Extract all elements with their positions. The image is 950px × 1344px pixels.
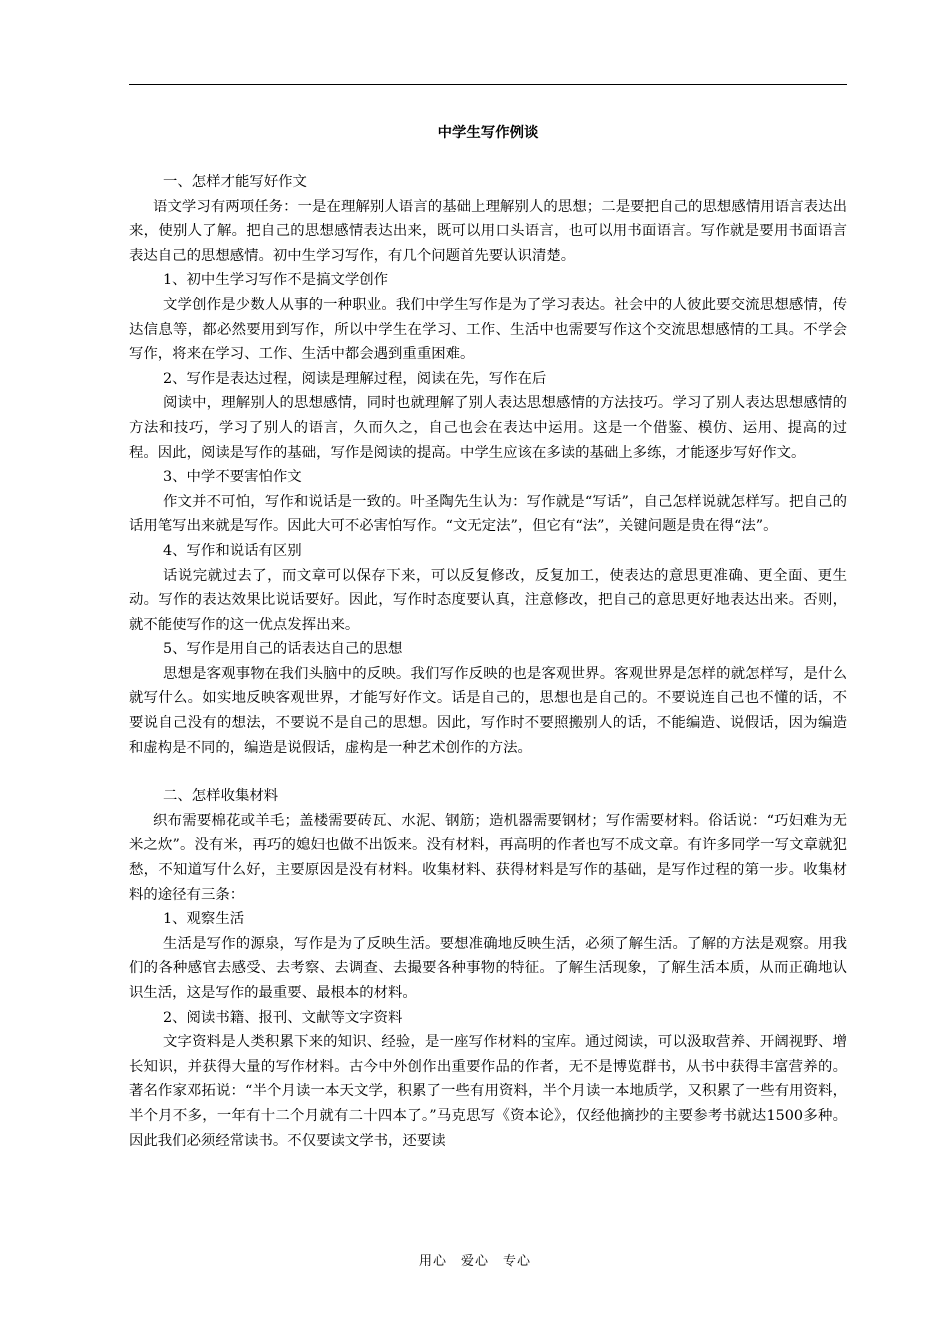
subsection-heading: 2、阅读书籍、报刊、文献等文字资料 [163, 1009, 403, 1026]
subsection-heading: 4、写作和说话有区别 [163, 542, 302, 559]
document-body [129, 121, 847, 1153]
section-heading: 一、怎样才能写好作文 [163, 174, 307, 190]
section-intro: 织布需要棉花或羊毛；盖楼需要砖瓦、水泥、钢筋；造机器需要钢材；写作需要材料。俗话说：“巧妇难为无米之炊”。没有米，再巧的媳妇也做不出饭来。没有材料，再高明的作者也写不成文章。有许多同学一写文章就犯愁，不知道写什么好，主要原因是没有材料。收集材料、获得材料是写作的基础，是写作过程的第一步。收集材料的途径有三条： [129, 812, 847, 903]
subsection-paragraph: 文学创作是少数人从事的一种职业。我们中学生写作是为了学习表达。社会中的人彼此要交流思想感情，传达信息等，都必然要用到写作，所以中学生在学习、工作、生活中也需要写作这个交流思想感情的工具。不学会写作，将来在学习、工作、生活中都会遇到重重困难。 [129, 296, 847, 363]
section-heading: 二、怎样收集材料 [163, 788, 279, 805]
subsection-paragraph: 作文并不可怕，写作和说话是一致的。叶圣陶先生认为：写作就是“写话”，自己怎样说就怎样写。把自己的话用笔写出来就是写作。因此大可不必害怕写作。“文无定法”，但它有“法”，关键问题是贵在得“法”。 [129, 493, 847, 535]
subsection-paragraph: 生活是写作的源泉，写作是为了反映生活。要想准确地反映生活，必须了解生活。了解的方法是观察。用我们的各种感官去感受、去考察、去调查、去撮要各种事物的特征。了解生活现象，了解生活本质，从而正确地认识生活，这是写作的最重要、最根本的材料。 [129, 935, 847, 1001]
subsection-paragraph: 文字资料是人类积累下来的知识、经验，是一座写作材料的宝库。通过阅读，可以汲取营养、开阔视野、增长知识，并获得大量的写作材料。古今中外创作出重要作品的作者，无不是博览群书，从书中获得丰富营养的。著名作家邓拓说：“半个月读一本天文学，积累了一些有用资料，半个月读一本地质学，又积累了一些有用资料，半个月不多，一年有十二个月就有二十四本了。”马克思写《资本论》，仅经他摘抄的主要参考书就达1500多种。因此我们必须经常读书。不仅要读文学书，还要读 [129, 1034, 847, 1149]
subsection-heading: 3、中学不要害怕作文 [163, 469, 302, 486]
subsection-heading: 1、初中生学习写作不是搞文学创作 [163, 272, 389, 289]
page-footer: 用心 爱心 专心 [418, 1254, 531, 1269]
document-title: 中学生写作例谈 [437, 124, 539, 141]
subsection-paragraph: 阅读中，理解别人的思想感情，同时也就理解了别人表达思想感情的方法技巧。学习了别人表达思想感情的方法和技巧，学习了别人的语言，久而久之，自己也会在表达中运用。这是一个借鉴、模仿、运用、提高的过程。因此，阅读是写作的基础，写作是阅读的提高。中学生应该在多读的基础上多练，才能逐步写好作文。 [129, 395, 847, 461]
subsection-heading: 5、写作是用自己的话表达自己的思想 [163, 641, 403, 658]
subsection-heading: 2、写作是表达过程，阅读是理解过程，阅读在先，写作在后 [163, 370, 547, 387]
subsection-paragraph: 话说完就过去了，而文章可以保存下来，可以反复修改，反复加工，使表达的意思更准确、更全面、更生动。写作的表达效果比说话要好。因此，写作时态度要认真，注意修改，把自己的意思更好地表达出来。否则，就不能使写作的这一优点发挥出来。 [129, 567, 847, 633]
section-intro: 语文学习有两项任务：一是在理解别人语言的基础上理解别人的思想；二是要把自己的思想感情用语言表达出来，使别人了解。把自己的思想感情表达出来，既可以用口头语言，也可以用书面语言。写作就是要用书面语言表达自己的思想感情。初中生学习写作，有几个问题首先要认识清楚。 [129, 198, 847, 264]
header-rule [129, 84, 847, 85]
section-spacer [129, 760, 847, 784]
subsection-paragraph: 思想是客观事物在我们头脑中的反映。我们写作反映的也是客观世界。客观世界是怎样的就怎样写，是什么就写什么。如实地反映客观世界，才能写好作文。话是自己的，思想也是自己的。不要说连自己也不懂的话，不要说自己没有的想法，不要说不是自己的思想。因此，写作时不要照搬别人的话，不能编造、说假话，因为编造和虚构是不同的，编造是说假话，虚构是一种艺术创作的方法。 [129, 665, 847, 756]
subsection-heading: 1、观察生活 [163, 911, 245, 928]
